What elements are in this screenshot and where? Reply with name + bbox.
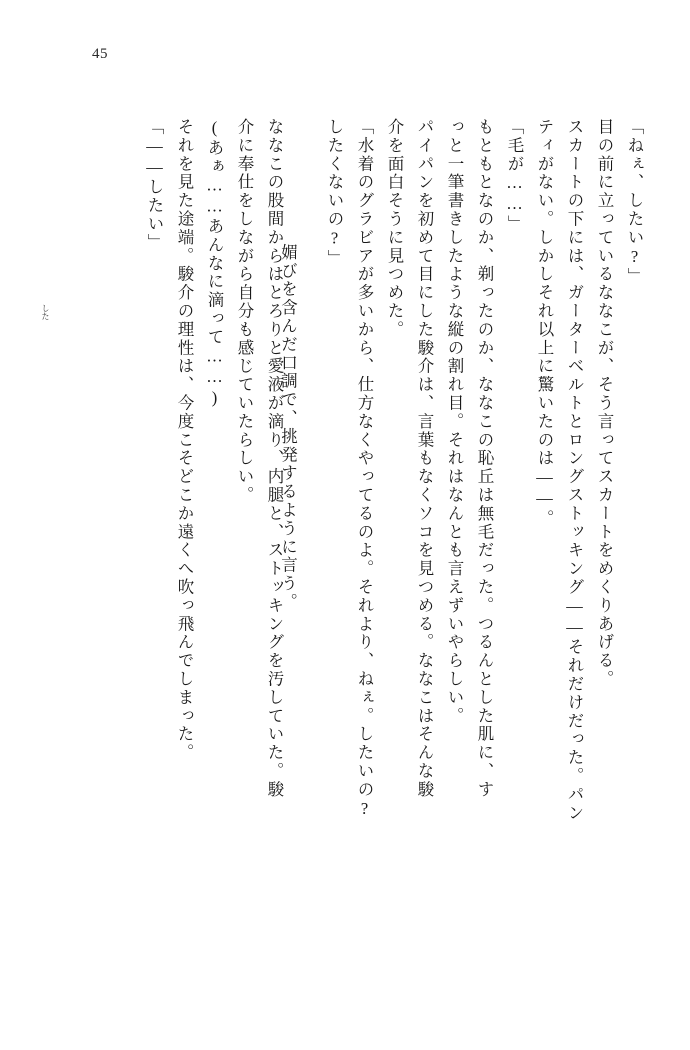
- text-line: ティがない。しかしそれ以上に驚いたのは——。: [535, 118, 554, 528]
- page-number: 45: [92, 46, 108, 62]
- text-line: もともとなのか、剃ったのか、ななこの恥丘は無毛だった。つるんとした肌に、す: [475, 118, 494, 799]
- text-line: (あぁ……あんなに滴って……): [205, 118, 224, 409]
- text-line: それを見た途端。駿介の理性は、今度こそどこか遠くへ吹っ飛んでしまった。: [175, 118, 194, 762]
- ruby-annotation: した: [41, 304, 50, 320]
- text-line: っと一筆書きしたような縦の割れ目。それはなんとも言えずいやらしい。: [445, 118, 464, 726]
- text-line: ななこの股間からはとろりと愛液が滴り、内腿と、ストッキングを汚していた。駿: [265, 118, 284, 799]
- text-line: パイパンを初めて目にした駿介は、言葉もなくソコを見つめる。ななこはそんな駿: [415, 118, 434, 799]
- text-line: 目の前に立っているななこが、そう言ってスカートをめくりあげる。: [595, 118, 614, 689]
- vertical-text-body: [41, 118, 644, 998]
- text-line: 介に奉仕をしながら自分も感じていたらしい。: [235, 118, 254, 505]
- text-line-ruby-base: 媚びを含んだ口調で、挑発するように言う。: [278, 243, 298, 612]
- text-line: 「——したい」: [145, 118, 164, 252]
- text-line: 介を面白そうに見つめた。: [385, 118, 404, 339]
- text-line: スカートの下には、ガーターベルトとロングストッキング——それだけだった。パン: [565, 118, 584, 823]
- text-line: 「水着のグラビアが多いから、仕方なくやってるのよ。それより、ねぇ。したいの?: [355, 118, 374, 820]
- text-line: 「毛が……」: [505, 118, 524, 234]
- text-line: したくないの?」: [325, 118, 344, 268]
- text-line: 「ねぇ、したい?」: [625, 118, 644, 287]
